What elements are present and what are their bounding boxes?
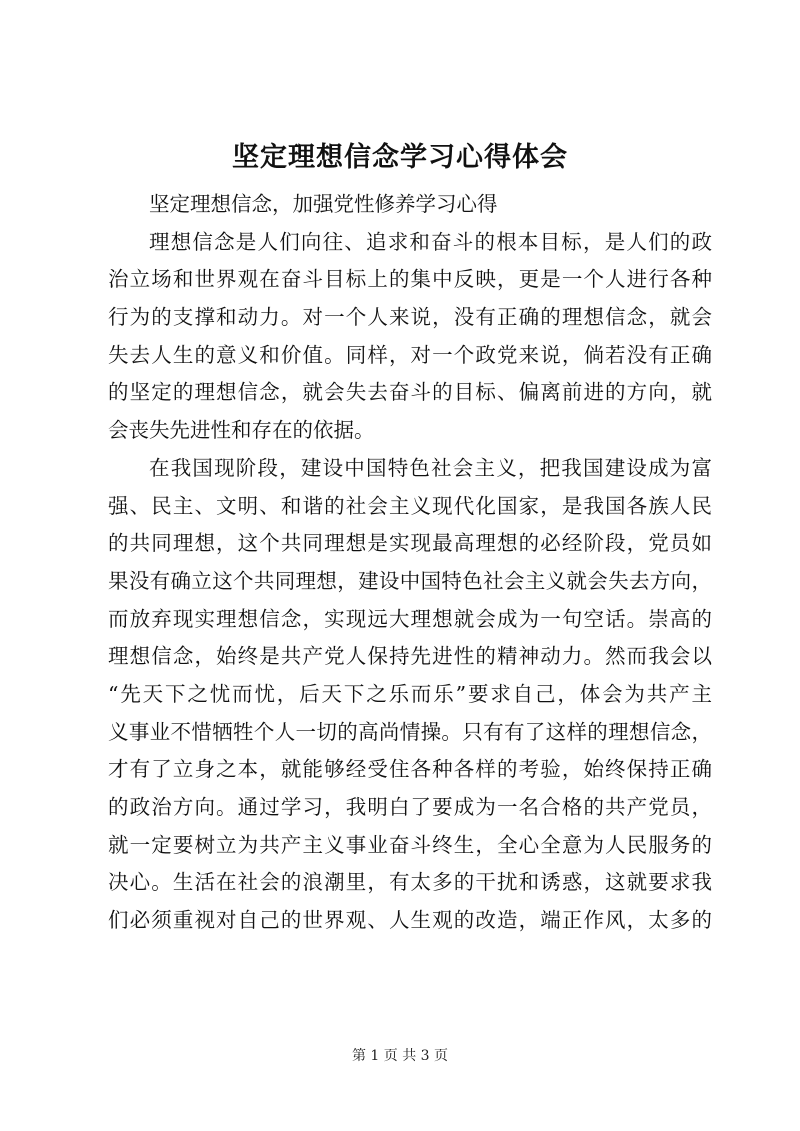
paragraph-2-line-11: 就一定要树立为共产主义事业奋斗终生，全心全意为人民服务的: [108, 832, 712, 857]
paragraph-1-line-6: 会丧失先进性和存在的依据。: [108, 418, 375, 443]
paragraph-2-line-12: 决心。生活在社会的浪潮里，有太多的干扰和诱惑，这就要求我: [108, 870, 712, 895]
paragraph-1-line-4: 失去人生的意义和价值。同样，对一个政党来说，倘若没有正确: [108, 342, 712, 367]
paragraph-2-line-4: 果没有确立这个共同理想，建设中国特色社会主义就会失去方向，: [108, 568, 712, 593]
paragraph-2-line-6: 理想信念，始终是共产党人保持先进性的精神动力。然而我会以: [108, 644, 712, 669]
paragraph-2-line-3: 的共同理想，这个共同理想是实现最高理想的必经阶段，党员如: [108, 531, 712, 556]
document-body: [108, 186, 712, 940]
paragraph-1-line-1: 理想信念是人们向往、追求和奋斗的根本目标，是人们的政: [149, 229, 712, 254]
paragraph-2-line-10: 的政治方向。通过学习，我明白了要成为一名合格的共产党员，: [108, 795, 712, 819]
page-footer: 第 1 页 共 3 页: [351, 1048, 449, 1064]
paragraph-2-line-1: 在我国现阶段，建设中国特色社会主义，把我国建设成为富: [149, 455, 712, 480]
paragraph-1-line-2: 治立场和世界观在奋斗目标上的集中反映，更是一个人进行各种: [108, 267, 712, 292]
paragraph-2-line-13: 们必须重视对自己的世界观、人生观的改造，端正作风，太多的: [108, 908, 712, 933]
paragraph-2-line-9: 才有了立身之本，就能够经受住各种各样的考验，始终保持正确: [108, 757, 712, 782]
paragraph-2-line-7: “先天下之忧而忧，后天下之乐而乐”要求自己，体会为共产主: [108, 681, 712, 706]
paragraph-1-line-3: 行为的支撑和动力。对一个人来说，没有正确的理想信念，就会: [108, 305, 712, 330]
paragraph-2-line-8: 义事业不惜牺牲个人一切的高尚情操。只有有了这样的理想信念，: [108, 719, 712, 744]
document-title: 坚定理想信念学习心得体会: [232, 142, 568, 173]
paragraph-1-line-5: 的坚定的理想信念，就会失去奋斗的目标、偏离前进的方向，就: [108, 380, 712, 405]
subtitle-line: 坚定理想信念，加强党性修养学习心得: [149, 192, 498, 216]
paragraph-2-line-5: 而放弃现实理想信念，实现远大理想就会成为一句空话。崇高的: [108, 606, 712, 631]
paragraph-2-line-2: 强、民主、文明、和谐的社会主义现代化国家，是我国各族人民: [108, 493, 712, 518]
